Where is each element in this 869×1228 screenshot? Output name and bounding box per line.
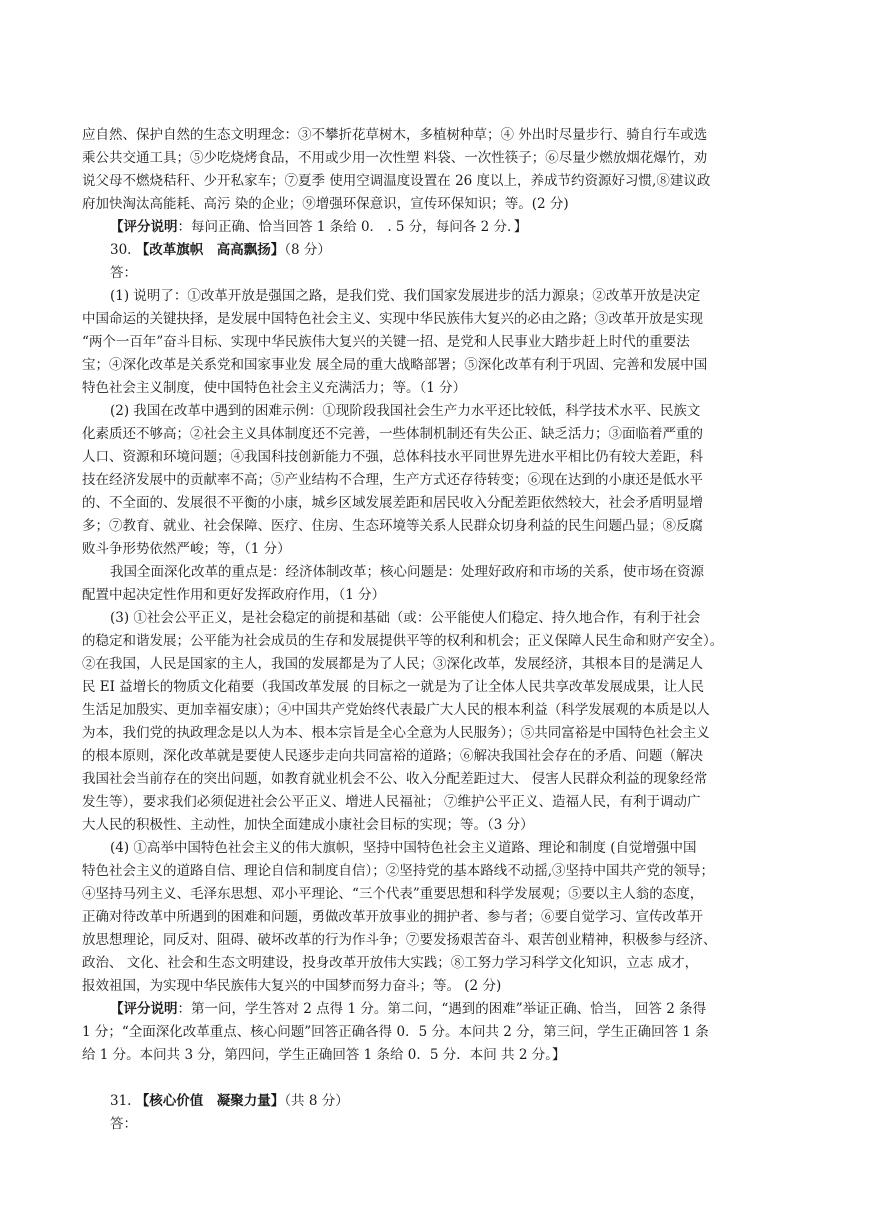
text-line: 的、不全面的、发展很不平衡的小康，城乡区域发展差距和居民收入分配差距依然较大，社会矛盾明显增 [82,495,703,511]
text-line: 1 分；“全面深化改革重点、核心问题”回答正确各得 0．5 分。本问共 2 分，第三问，学生正确回答 1 条 [82,1024,709,1040]
text-line: 化素质还不够高；②社会主义具体制度还不完善，一些体制机制还有失公正、缺乏活力；③面临着严重的 [82,426,703,442]
q30-part-4 [82,837,794,998]
question-points: （共 8 分） [284,1093,349,1109]
text-line: (4) ①高举中国特色社会主义的伟大旗帜，坚持中国特色社会主义道路、理论和制度 (自觉增强中国 [110,840,697,856]
text-line: (3) ①社会公平正义，是社会稳定的前提和基础（或：公平能使人们稳定、持久地合作，有利于社会 [110,610,701,626]
question-title: 【核心价值 凝聚力量】 [135,1093,285,1109]
text-line: 给 1 分。本问共 3 分，第四问，学生正确回答 1 条给 0．5 分．本问 共 2 分。】 [82,1047,566,1063]
text-line: 特色社会主义的道路自信、理论自信和制度自信）；②坚持党的基本路线不动摇,③坚持中国共产党的领导； [82,863,715,879]
document-page [82,124,794,1136]
question-number: 31. [110,1093,132,1109]
text-line: 生活足加殷实、更加幸福安康）；④中国共产党始终代表最广大人民的根本利益（科学发展观的本质是以人 [82,702,710,718]
text-line: 我国社会当前存在的突出问题，如教育就业机会不公、收入分配差距过大、 侵害人民群众利益的现象经常 [82,771,708,787]
text-line: 的稳定和谐发展；公平能为社会成员的生存和发展提供平等的权利和机会；正义保障人民生命和财产安全）。 [82,633,724,649]
q30-part-2 [82,400,794,561]
text-line: 技在经济发展中的贡献率不高；⑤产业结构不合理，生产方式还存待转变；⑥现在达到的小康还是低水平 [82,472,703,488]
text-line: 应自然、保护自然的生态文明理念：③不攀折花草树木，多植树种草；④ 外出时尽量步行、骑自行车或选 [82,127,708,143]
question-title: 【改革旗帜 高高飘扬】 [135,242,285,258]
text-line: 我国全面深化改革的重点是：经济体制改革；核心问题是：处理好政府和市场的关系，使市场在资源 [110,564,704,580]
answer-label: 答： [110,265,137,281]
text-line: ④坚持马列主义、毛泽东思想、邓小平理论、“三个代表”重要思想和科学发展观；⑤要以主人翁的态度， [82,886,704,902]
question-number: 30. [110,242,132,258]
text-line: ②在我国，人民是国家的主人，我国的发展都是为了人民；③深化改革，发展经济，其根本目的是满足人 [82,656,703,672]
q30-scoring-note [82,998,794,1067]
text-line: 为本，我们党的执政理念是以人为本、根本宗旨是全心全意为人民服务）；⑤共同富裕是中国特色社会主义 [82,725,710,741]
text-line: 乘公共交通工具；⑤少吃烧烤食品，不用或少用一次性塑 料袋、一次性筷子；⑥尽量少燃放烟花爆竹，劝 [82,150,708,166]
q30-part-3 [82,607,794,837]
q29-answer-tail [82,124,794,216]
text-line: 发生等），要求我们必须促进社会公平正义、增进人民福祉； ⑦维护公平正义、造福人民，有利于调动广 [82,794,701,810]
blank-line [82,1067,794,1090]
text-line: 民 EI 益增长的物质文化葙要（我国改革发展 的目标之一就是为了让全体人民共享改革发展成果，让人民 [82,679,705,695]
text-line: (2) 我国在改革中遇到的困难示例：①现阶段我国社会生产力水平还比较低，科学技术水平、民族文 [110,403,701,419]
text-line: 放思想理论，同反对、阻碍、破坏改革的行为作斗争；⑦要发扬艰苦奋斗、艰苦创业精神，积极参与经济、 [82,932,717,948]
text-line: 特色社会主义制度，使中国特色社会主义充满活力；等。（1 分） [82,380,467,396]
text-line: 大人民的积极性、主动性，加快全面建成小康社会目标的实现；等。（3 分） [82,817,534,833]
answer-label: 答： [110,1116,137,1132]
text-line: 宝；④深化改革是关系党和国家事业发 展全局的重大战略部署；⑤深化改革有利于巩固、完善和发展中国 [82,357,708,373]
text-line: 败斗争形势依然严峻；等，（1 分） [82,541,291,557]
text-line: 配置中起决定性作用和更好发挥政府作用，（1 分） [82,587,386,603]
text-line: 说父母不燃烧秸秆、少开私家车；⑦夏季 使用空调温度设置在 26 度以上，养成节约资源好习惯,⑧建议政 [82,173,711,189]
q30-part-2-key-points [82,561,794,607]
question-points: （8 分） [284,242,331,258]
text-line: “两个一百年”奋斗目标、实现中华民族伟大复兴的关键一招、是党和人民事业大踏步赶上时代的重要法 [82,334,690,350]
text-line: 多；⑦教育、就业、社会保障、医疗、住房、生态环境等关系人民群众切身利益的民生问题凸显；⑧反腐 [82,518,703,534]
text-line: 的根本原则，深化改革就是要使人民逐步走向共同富裕的道路；⑥解决我国社会存在的矛盾、问题（解决 [82,748,703,764]
scoring-note-label: 【评分说明 [110,219,178,235]
text-line: (1) 说明了：①改革开放是强国之路，是我们党、我们国家发展进步的活力源泉；②改革开放是决定 [110,288,701,304]
scoring-note-label: 【评分说明 [110,1001,178,1017]
text-line: 人口、资源和环境问题；④我国科技创新能力不强，总体科技水平同世界先进水平相比仍有较大差距，科 [82,449,703,465]
text-line: 报效祖国，为实现中华民族伟大复兴的中国梦而努力奋斗；等。 (2 分) [82,978,502,994]
q29-scoring-note [82,216,794,239]
text-line: 府加快淘汰高能耗、高污 染的企业；⑨增强环保意识，宣传环保知识；等。(2 分) [82,196,569,212]
q30-heading [82,239,794,262]
text-line [82,998,794,1021]
scoring-note-text: ：第一问，学生答对 2 点得 1 分。第二问，“遇到的困难”举证正确、恰当， 回答 2 条得 [177,1001,707,1017]
scoring-note-text: ：每问正确、恰当回答 1 条给 0． . 5 分，每问各 2 分．】 [177,219,528,235]
text-line: 中国命运的关键抉择，是发展中国特色社会主义、实现中华民族伟大复兴的必由之路；③改革开放是实现 [82,311,703,327]
q30-part-1 [82,285,794,400]
text-line: 正确对待改革中所遇到的困难和问题，勇做改革开放事业的拥护者、参与者；⑥要自觉学习、宣传改革开 [82,909,703,925]
text-line: 政治、 文化、社会和生态文明建设，投身改革开放伟大实践；⑧工努力学习科学文化知识，立志 成才， [82,955,699,971]
q31-heading [82,1090,794,1113]
